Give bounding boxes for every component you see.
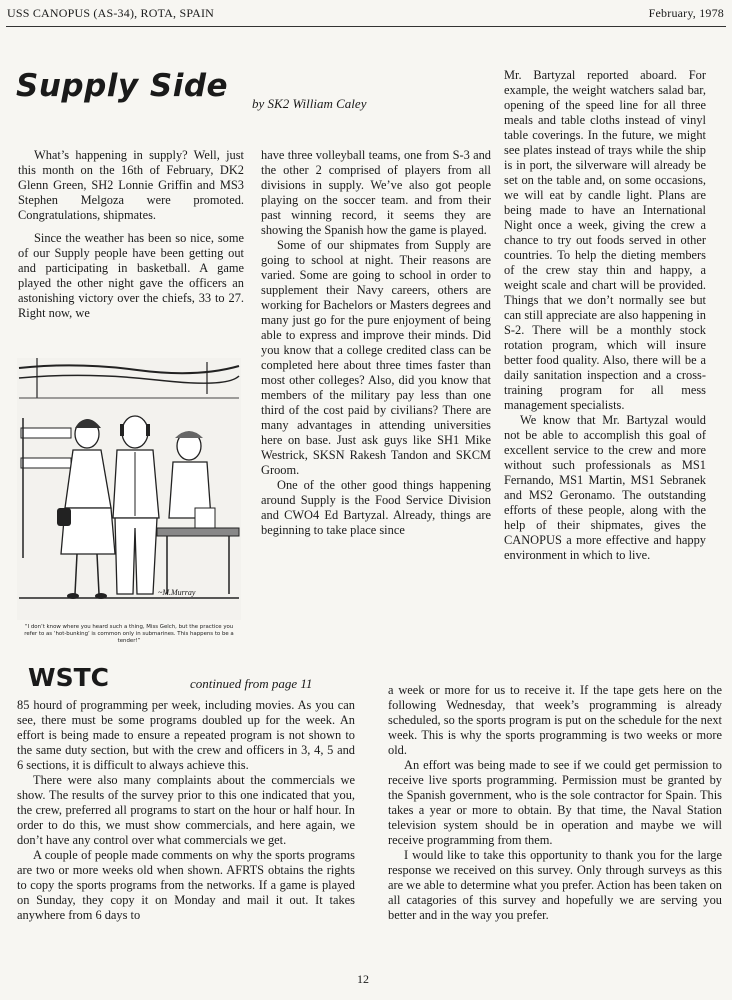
- paragraph: a week or more for us to receive it. If the tape gets here on the following Wednesday, that week’s programming is already scheduled, so the sports program is put on the schedule for the next week. This is why the sports programming is two weeks or more old.: [388, 683, 722, 757]
- wstc-title: WSTC: [28, 663, 109, 692]
- wstc-column-right: [388, 683, 722, 923]
- paragraph: Since the weather has been so nice, some of our Supply people have been getting out and participating in basketball. A game played the other night gave the officers an astonishing victory over the chiefs, 33 to 27. Right now, we: [18, 231, 244, 320]
- cartoon-illustration: [17, 358, 241, 620]
- page-number: 12: [357, 972, 369, 986]
- paragraph: Mr. Bartyzal reported aboard. For example, the weight watchers salad bar, opening of the speed line for all three meals and table cloths instead of vinyl table coverings. In the future, we might see plates instead of trays while the ship is in port, the silverware will already be set on the table and, on some occasions, we will eat by candle light. Plans are being made to have an International Night once a week, giving the crew a chance to try out foods served in other countries. To help the dieting members of the crew stay thin and happy, a weight scale and chart will be provided. Things that we don’t normally see but can still appreciate are also happening in S-2. There will be a monthly stock rotation program, which will insure better food quality. Also, there will be a daily sanitation inspection and a cross-training program for all mess management specialists.: [504, 68, 706, 412]
- header-rule: [6, 26, 726, 27]
- article-title: Supply Side: [16, 68, 229, 104]
- article-column-3: [504, 68, 706, 563]
- paragraph: 85 hourd of programming per week, including movies. As you can see, there must be some programs doubled up for the week. An effort is being made to ensure a repeated program is not shown to the same duty section, but with the crew and officers in 3, 4, 5 and 6 sections, it is difficult to always achieve this.: [17, 698, 355, 772]
- paragraph: Some of our shipmates from Supply are going to school at night. Their reasons are varied. Some are going to school in order to supplement their Navy careers, others are working for Bachelors or Masters degrees and many just go for the pure enjoyment of being able to express and improve their minds. Did you know that a college credited class can be completed here about three times faster than most other colleges? Also, did you know that members of the military pay less than one third of the cost paid by civilians? There are many advantages in attending universities here on base. Just ask guys like SH1 Mike Westrick, SKSN Rakesh Tandon and SKCM Groom.: [261, 238, 491, 477]
- paragraph: One of the other good things happening around Supply is the Food Service Division and CWO4 Ed Bartyzal. Already, things are beginning to take place since: [261, 478, 491, 537]
- paragraph: We know that Mr. Bartyzal would not be able to accomplish this goal of excellent service to the crew and more without such professionals as MS1 Fernando, MS1 Martin, MS1 Sebranek and MS2 Geronamo. The outstanding efforts of these people, along with the help of their shipmates, gives the CANOPUS a more effective and happy environment in which to live.: [504, 413, 706, 562]
- paragraph: A couple of people made comments on why the sports programs are two or more weeks old when shown. AFRTS obtains the rights to copy the sports programs from the networks. If a game is played on Sunday, they copy it on Monday and mail it out. It takes anywhere from 6 days to: [17, 848, 355, 922]
- cartoon-signature: ~M.Murray: [158, 588, 196, 597]
- masthead-date: February, 1978: [648, 6, 724, 20]
- continued-note: continued from page 11: [190, 676, 313, 691]
- article-byline: by SK2 William Caley: [252, 96, 367, 111]
- paragraph: An effort was being made to see if we could get permission to receive live sports programming. Permission must be granted by the Spanish government, who is the sole contractor for Spain. This takes a year or more to obtain. By that time, the Naval Station television system should be in operation and maybe we will receive programming from them.: [388, 758, 722, 847]
- paragraph: have three volleyball teams, one from S-3 and the other 2 comprised of players from all divisions in supply. We’ve also got people playing on the soccer team. and from their past winning record, it seems they are showing the Spanish how the game is played.: [261, 148, 491, 237]
- paragraph: I would like to take this opportunity to thank you for the large response we received on this survey. Only through surveys as this are we able to determine what you prefer. Action has been taken on all catagories of this survey and hopefully we are serving you better and in the way you prefer.: [388, 848, 722, 922]
- paragraph: What’s happening in supply? Well, just this month on the 16th of February, DK2 Glenn Green, SH2 Lonnie Griffin and MS3 Stephen Melgoza were promoted. Congratulations, shipmates.: [18, 148, 244, 222]
- wstc-column-left: [17, 698, 355, 923]
- masthead-left: USS CANOPUS (AS-34), ROTA, SPAIN: [7, 6, 215, 20]
- cartoon-caption: “I don’t know where you heard such a thing, Miss Gelch, but the practice you refer to as ‘hot-bunking’ is common only in submarines. This happens to be a tender!”: [24, 624, 234, 644]
- article-column-2: [261, 148, 491, 538]
- article-column-1: [18, 148, 244, 321]
- paragraph: There were also many complaints about the commercials we show. The results of the survey prior to this one indicated that you, the crew, preferred all programs to start on the hour or half hour. In order to do this, we must show commercials, and here again, we don’t have any control over what commercials we get.: [17, 773, 355, 847]
